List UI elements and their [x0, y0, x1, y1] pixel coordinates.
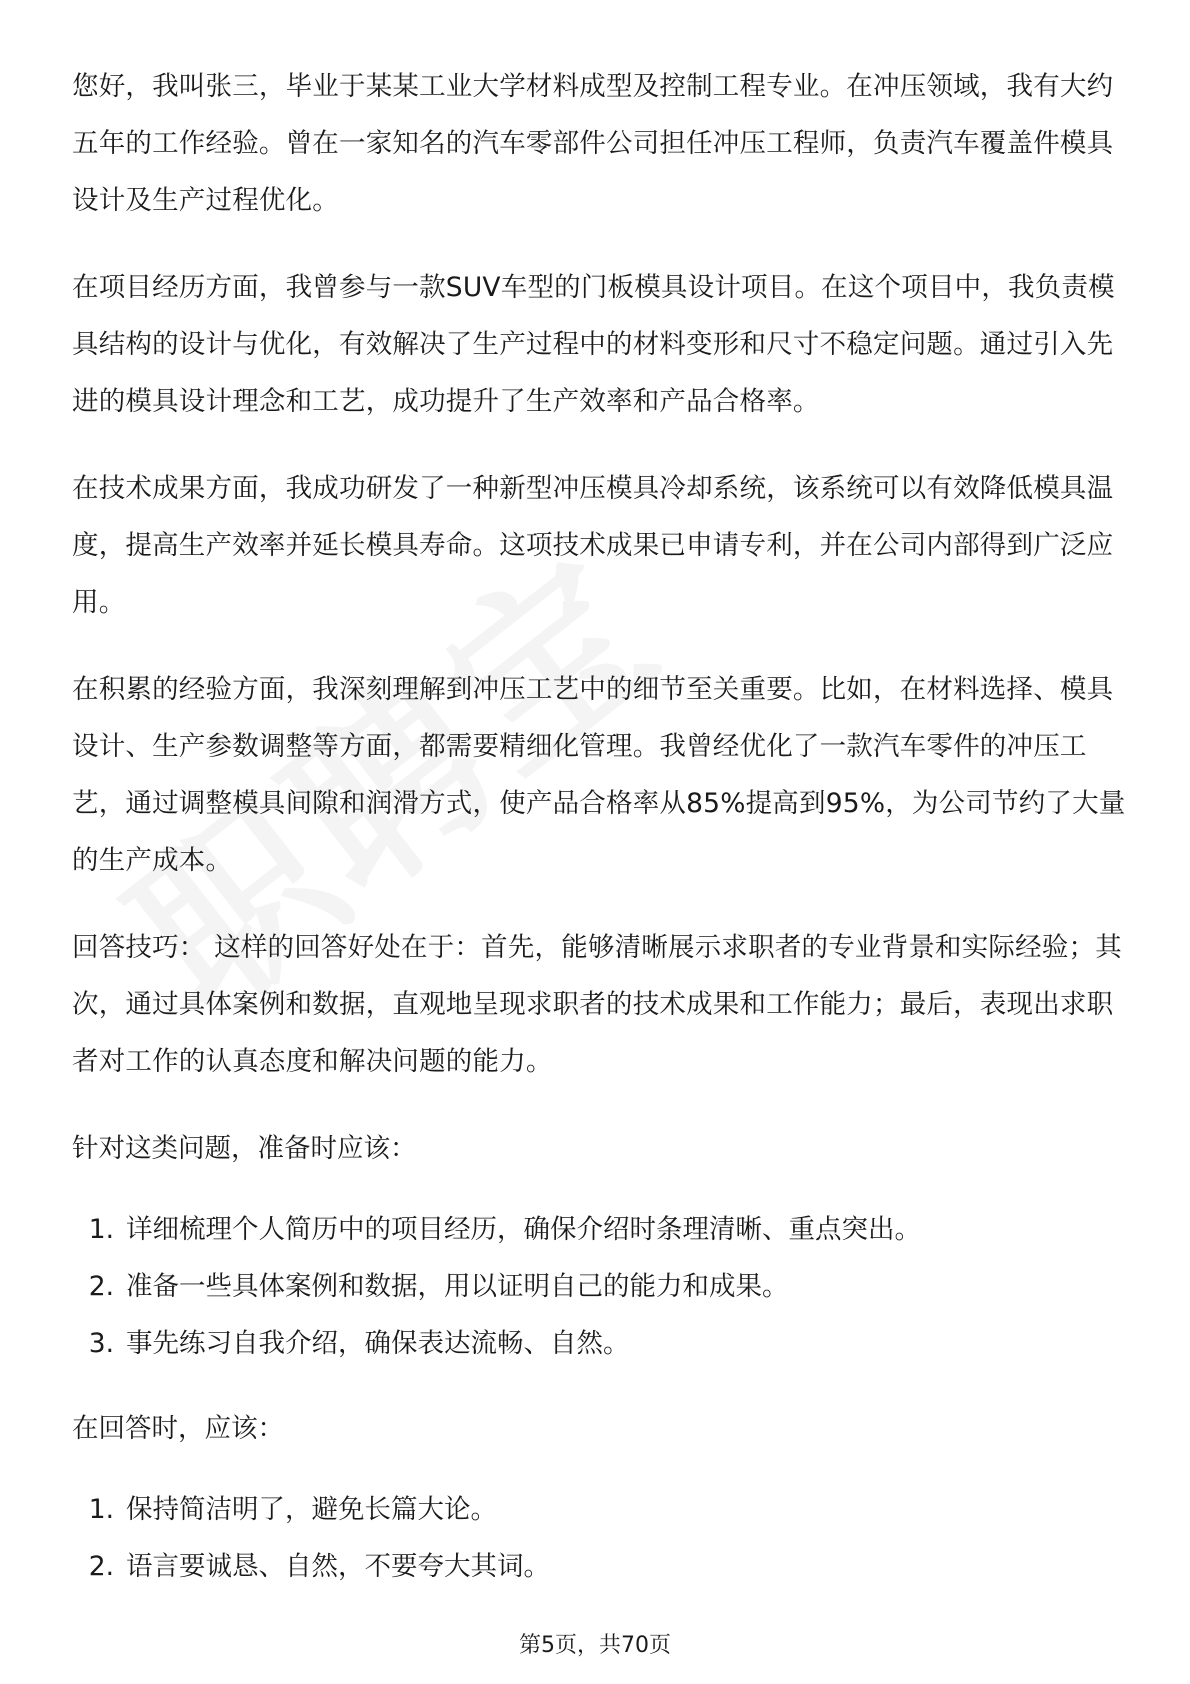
prep-list [72, 1201, 1132, 1372]
list-text: 事先练习自我介绍，确保表达流畅、自然。 [126, 1328, 630, 1359]
document-body [72, 58, 1132, 1623]
page-number-footer: 第5页，共70页 [519, 1633, 671, 1658]
paragraph-tech-achievement: 在技术成果方面，我成功研发了一种新型冲压模具冷却系统，该系统可以有效降低模具温度，提高生产效率并延长模具寿命。这项技术成果已申请专利，并在公司内部得到广泛应用。 [72, 473, 1114, 618]
paragraph-project-experience: 在项目经历方面，我曾参与一款SUV车型的门板模具设计项目。在这个项目中，我负责模具结构的设计与优化，有效解决了生产过程中的材料变形和尺寸不稳定问题。通过引入先进的模具设计理念和工艺，成功提升了生产效率和产品合格率。 [72, 272, 1115, 417]
list-number: 2. [88, 1271, 114, 1302]
list-number: 3. [88, 1328, 114, 1359]
list-text: 详细梳理个人简历中的项目经历，确保介绍时条理清晰、重点突出。 [126, 1214, 921, 1245]
list-number: 1. [88, 1214, 114, 1245]
list-text: 准备一些具体案例和数据，用以证明自己的能力和成果。 [126, 1271, 789, 1302]
list-text: 保持简洁明了，避免长篇大论。 [126, 1494, 497, 1525]
list-number: 1. [88, 1494, 114, 1525]
list-item [72, 1258, 1132, 1315]
list-text: 语言要诚恳、自然，不要夸大其词。 [126, 1551, 550, 1582]
list-item [72, 1481, 1132, 1538]
paragraph-intro: 您好，我叫张三，毕业于某某工业大学材料成型及控制工程专业。在冲压领域，我有大约五年的工作经验。曾在一家知名的汽车零部件公司担任冲压工程师，负责汽车覆盖件模具设计及生产过程优化。 [72, 71, 1114, 216]
paragraph-experience: 在积累的经验方面，我深刻理解到冲压工艺中的细节至关重要。比如，在材料选择、模具设计、生产参数调整等方面，都需要精细化管理。我曾经优化了一款汽车零件的冲压工艺，通过调整模具间隙和润滑方式，使产品合格率从85%提高到95%，为公司节约了大量的生产成本。 [72, 674, 1126, 876]
list-item [72, 1315, 1132, 1372]
answer-list [72, 1481, 1132, 1595]
answer-heading: 在回答时，应该： [72, 1413, 284, 1444]
prep-heading: 针对这类问题，准备时应该： [72, 1133, 417, 1164]
list-item [72, 1538, 1132, 1595]
list-number: 2. [88, 1551, 114, 1582]
paragraph-answer-tips: 回答技巧： 这样的回答好处在于：首先，能够清晰展示求职者的专业背景和实际经验；其次，通过具体案例和数据，直观地呈现求职者的技术成果和工作能力；最后，表现出求职者对工作的认真态度和解决问题的能力。 [72, 932, 1122, 1077]
list-item [72, 1201, 1132, 1258]
